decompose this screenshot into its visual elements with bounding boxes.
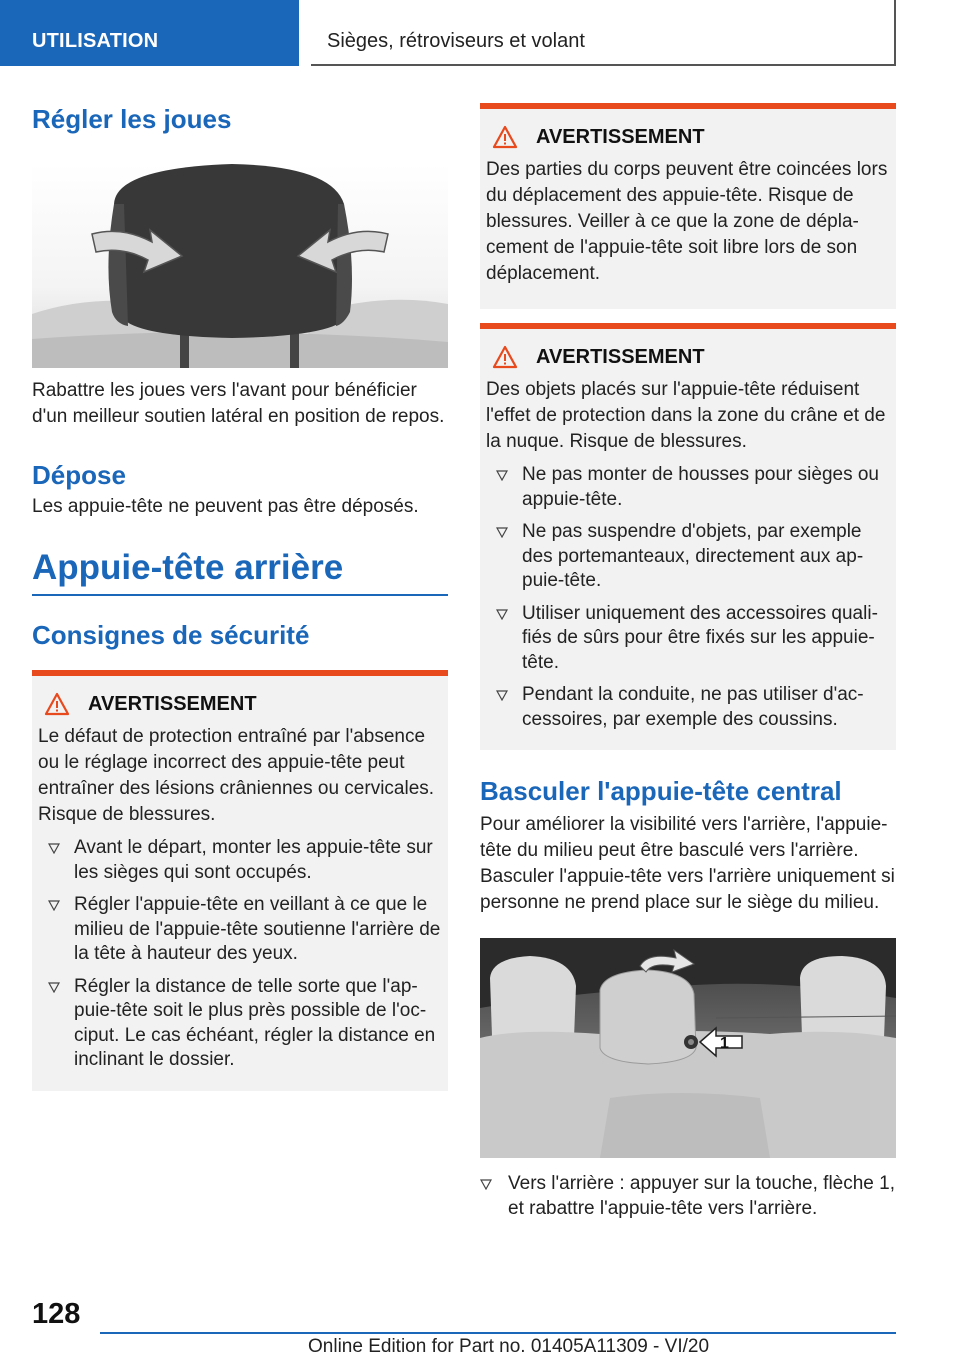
right-column — [480, 103, 896, 1221]
section-label: UTILISATION — [32, 30, 159, 52]
left-column — [32, 100, 448, 1091]
rear-headrest-heading: Appuie-tête arrière — [32, 548, 344, 587]
warning-box-pinching — [480, 103, 896, 309]
tilt-heading: Basculer l'appuie-tête central — [480, 776, 842, 806]
warning-label: AVERTISSEMENT — [536, 125, 705, 148]
list-item-text: Utiliser uniquement des accessoires qualifiés de sûrs pour être fixés sur les appuie-tête. — [522, 602, 878, 673]
bullet-triangle-icon — [38, 836, 74, 885]
removal-heading: Dépose — [32, 460, 126, 490]
warning-text: Des objets placés sur l'appuie-tête réduisent l'effet de protection dans la zone du crâne et de la nuque. Risque de blessures. — [486, 379, 886, 452]
list-item — [38, 836, 442, 885]
list-item — [38, 975, 442, 1073]
chapter-label: Sièges, rétroviseurs et volant — [327, 30, 585, 52]
cheeks-heading: Régler les joues — [32, 104, 232, 134]
headrest-cheeks-illustration — [32, 164, 448, 368]
warning-list — [486, 463, 890, 732]
list-item-text: Régler l'appuie-tête en veillant à ce que le milieu de l'appuie-tête soutienne l'arrière de la tête à hauteur des yeux. — [74, 894, 441, 964]
warning-triangle-icon — [44, 692, 70, 716]
removal-text: Les appuie-tête ne peuvent pas être déposés. — [32, 496, 419, 517]
instruction-text: Vers l'arrière : appuyer sur la touche, flèche 1, et rabattre l'appuie-tête vers l'arrière. — [508, 1173, 895, 1219]
list-item-text: Pendant la conduite, ne pas utiliser d'accessoires, par exemple des coussins. — [522, 684, 864, 730]
warning-box-safety — [32, 670, 448, 1091]
bullet-triangle-icon — [486, 520, 522, 594]
safety-heading: Consignes de sécurité — [32, 620, 310, 650]
warning-list — [38, 836, 442, 1073]
list-item — [486, 683, 890, 732]
heading-rule — [32, 594, 448, 596]
warning-box-objects — [480, 323, 896, 750]
warning-triangle-icon — [492, 125, 518, 149]
warning-label: AVERTISSEMENT — [88, 692, 257, 715]
list-item — [38, 893, 442, 967]
list-item — [486, 463, 890, 512]
warning-triangle-icon — [492, 345, 518, 369]
center-headrest-illustration — [480, 938, 896, 1158]
footer-rule — [100, 1332, 896, 1334]
bullet-triangle-icon — [38, 975, 74, 1073]
bullet-triangle-icon — [486, 683, 522, 732]
list-item-text: Ne pas monter de housses pour sièges ou appuie-tête. — [522, 464, 879, 510]
warning-label: AVERTISSEMENT — [536, 345, 705, 368]
callout-number: 1 — [720, 1035, 729, 1052]
instruction-item — [480, 1172, 896, 1221]
bullet-triangle-icon — [486, 602, 522, 676]
page-number: 128 — [32, 1298, 81, 1330]
chapter-tab — [311, 0, 896, 66]
tilt-text: Pour améliorer la visibilité vers l'arrière, l'appuie-tête du milieu peut être basculé vers l'arrière. Basculer l'appuie-tête vers l'arrière uniquement si personne ne prend place sur le siège du milieu. — [480, 814, 895, 913]
warning-text: Des parties du corps peuvent être coincées lors du déplacement des appuie-tête. Risque de blessures. Veiller à ce que la zone de déplacement de l'appuie-tête soit libre lors de son déplacement. — [486, 159, 888, 284]
cheeks-text: Rabattre les joues vers l'avant pour bénéficier d'un meilleur soutien latéral en position de repos. — [32, 380, 445, 427]
list-item-text: Avant le départ, monter les appuie-tête sur les sièges qui sont occupés. — [74, 837, 433, 883]
bullet-triangle-icon — [38, 893, 74, 967]
edition-text: Online Edition for Part no. 01405A11309 - VI/20 — [308, 1336, 710, 1357]
list-item — [486, 520, 890, 594]
list-item-text: Régler la distance de telle sorte que l'appuie-tête soit le plus près possible de l'occiput. Le cas échéant, régler la distance en inclinant le dossier. — [74, 975, 436, 1070]
section-tab — [0, 0, 299, 66]
bullet-triangle-icon — [480, 1172, 508, 1221]
list-item — [486, 602, 890, 676]
list-item-text: Ne pas suspendre d'objets, par exemple des portemanteaux, directement aux appuie-tête. — [522, 521, 864, 591]
bullet-triangle-icon — [486, 463, 522, 512]
warning-text: Le défaut de protection entraîné par l'absence ou le réglage incorrect des appuie-tête peut entraîner des lésions crâniennes ou cervicales. Risque de blessures. — [38, 726, 435, 825]
